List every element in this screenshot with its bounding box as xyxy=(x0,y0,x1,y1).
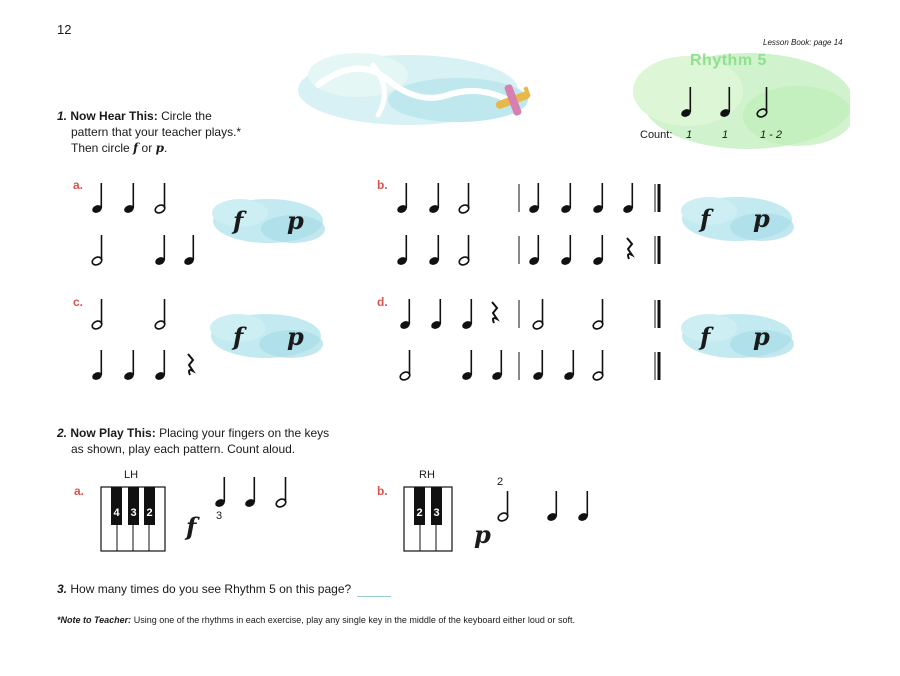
exercise-label-c: c. xyxy=(73,295,84,309)
q1-number: 1. xyxy=(57,109,68,123)
footnote xyxy=(57,615,575,625)
footnote-lead: *Note to Teacher: xyxy=(57,615,132,625)
q2-number: 2. xyxy=(57,426,68,440)
exercise-a-notes xyxy=(91,183,195,266)
q2a-notes xyxy=(214,477,287,508)
q2a-finger-mark: 3 xyxy=(216,510,223,522)
exercise-b-notes xyxy=(396,183,659,266)
q2-title: Now Play This: xyxy=(70,426,156,440)
lesson-reference: Lesson Book: page 14 xyxy=(763,38,843,47)
q3-answer-blank[interactable] xyxy=(357,596,391,597)
lh-finger-3: 3 xyxy=(130,507,137,519)
q1-or: or xyxy=(141,141,153,155)
q2-label-b: b. xyxy=(377,484,388,498)
count-value-2: 1 xyxy=(722,129,729,141)
page-number: 12 xyxy=(57,22,72,37)
q2-text-2: as shown, play each pattern. Count aloud. xyxy=(71,442,296,456)
lh-finger-4: 4 xyxy=(113,507,120,519)
q3-number: 3. xyxy=(57,582,68,596)
q3-text: How many times do you see Rhythm 5 on this page? xyxy=(70,582,352,596)
q2b-notes xyxy=(497,491,589,522)
q1-text-1: Circle the xyxy=(161,109,212,123)
footnote-text: Using one of the rhythms in each exercise, play any single key in the middle of the keyboard either loud or soft. xyxy=(133,615,575,625)
dynamic-f-c: f xyxy=(233,322,244,351)
count-label: Count: xyxy=(640,129,673,141)
cloud-a xyxy=(212,199,325,243)
q2-label-a: a. xyxy=(74,484,85,498)
q2b-finger-mark: 2 xyxy=(497,476,504,488)
q1-p-symbol: p xyxy=(155,141,164,155)
dynamic-p-d: p xyxy=(753,322,770,351)
dynamic-f-d: f xyxy=(700,322,711,351)
q2-instructions xyxy=(57,425,329,457)
hand-label-rh: RH xyxy=(419,469,435,481)
rhythm-5-notes xyxy=(680,87,768,118)
keyboard-lh xyxy=(101,487,165,551)
q1-text-2: pattern that your teacher plays.* xyxy=(71,125,242,139)
dynamic-f-a: f xyxy=(233,206,244,235)
cloud-b xyxy=(681,197,794,241)
rh-finger-2: 2 xyxy=(416,507,423,519)
dynamic-f-b: f xyxy=(700,204,711,233)
q2b-dynamic: p xyxy=(474,520,491,549)
q1-title: Now Hear This: xyxy=(70,109,158,123)
cloud-d xyxy=(681,314,794,358)
dynamic-p-b: p xyxy=(753,204,770,233)
exercise-label-b: b. xyxy=(377,178,388,192)
q1-period: . xyxy=(163,141,168,155)
rhythm-title: Rhythm 5 xyxy=(690,52,767,69)
dynamic-p-c: p xyxy=(287,322,304,351)
hand-label-lh: LH xyxy=(124,469,139,481)
count-value-1: 1 xyxy=(686,129,693,141)
cloud-c xyxy=(210,314,323,358)
rh-finger-3: 3 xyxy=(433,507,440,519)
dynamic-p-a: p xyxy=(287,206,304,235)
lh-finger-2: 2 xyxy=(146,507,153,519)
q1-text-3: Then circle xyxy=(71,141,130,155)
exercise-label-a: a. xyxy=(73,178,84,192)
q2-text-1: Placing your fingers on the keys xyxy=(159,426,330,440)
keyboard-rh xyxy=(404,487,452,551)
q2a-dynamic: f xyxy=(186,512,197,541)
exercise-d-notes xyxy=(399,299,659,381)
exercise-c-notes xyxy=(91,299,193,381)
q1-f-symbol: f xyxy=(133,141,139,155)
q3-question xyxy=(57,581,391,597)
count-value-3: 1 - 2 xyxy=(760,129,783,141)
exercise-label-d: d. xyxy=(377,295,388,309)
